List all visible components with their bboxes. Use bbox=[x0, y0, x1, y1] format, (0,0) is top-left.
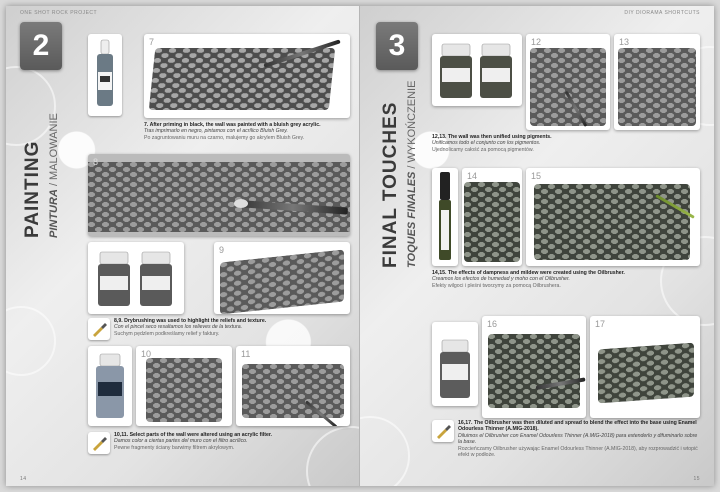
caption-14-15: 14,15. The effects of dampness and mildew were created using the Oilbrusher. Creamos los efectos de humedad y moho con el Oilbrusher. Efekty wilgoci i pleśni tworzymy za pomocą Oilbrushera. bbox=[432, 270, 625, 289]
section-title-sub2: MALOWANIE bbox=[48, 113, 60, 180]
swirl-decoration bbox=[6, 306, 56, 376]
section-title: PAINTING PINTURA / MALOWANIE bbox=[22, 58, 62, 238]
photo-9 bbox=[214, 242, 350, 314]
photo-number: 9 bbox=[219, 245, 225, 255]
photo-number: 7 bbox=[149, 37, 155, 47]
section-title-sub2: WYKOŃCZENIE bbox=[406, 80, 418, 163]
section-title-sub: TOQUES FINALES bbox=[406, 171, 418, 268]
section-title-sub: PINTURA bbox=[48, 189, 60, 238]
section-title-main: PAINTING bbox=[22, 140, 43, 238]
swirl-decoration bbox=[360, 416, 410, 486]
photo-number: 16 bbox=[487, 319, 498, 329]
left-page bbox=[6, 6, 360, 486]
photo-17 bbox=[590, 316, 700, 418]
page-number: 14 bbox=[20, 476, 27, 482]
caption-7: 7. After priming in black, the wall was painted with a bluish grey acrylic. Tras imprimarlo en negro, pintamos con el acrílico Bluish Grey. Po zagruntowaniu muru na czarno, malujemy go akrylem Bluish Grey. bbox=[144, 122, 321, 141]
product-photo bbox=[88, 346, 132, 426]
thinner-jar-icon bbox=[432, 322, 478, 406]
product-photo bbox=[432, 168, 458, 266]
photo-number: 10 bbox=[141, 349, 152, 359]
photo-number: 17 bbox=[595, 319, 606, 329]
dropper-bottle-icon bbox=[92, 38, 118, 112]
brush-icon bbox=[91, 435, 107, 451]
section-number: 2 bbox=[20, 22, 62, 70]
brush-icon-tile bbox=[88, 318, 110, 340]
photo-7 bbox=[144, 34, 350, 118]
photo-14 bbox=[462, 168, 522, 266]
photo-number: 15 bbox=[531, 171, 542, 181]
caption-10-11: 10,11. Select parts of the wall were altered using an acrylic filter. Damos color a ciertas partes del muro con el filtro acrílico. Pewne fragmenty ściany barwimy filtrem akrylowym. bbox=[114, 432, 272, 451]
brush-icon bbox=[91, 321, 107, 337]
pigment-jars-icon bbox=[88, 242, 184, 314]
product-photo bbox=[432, 34, 522, 106]
photo-13 bbox=[614, 34, 700, 130]
page-number: 15 bbox=[693, 476, 700, 482]
photo-8 bbox=[88, 154, 350, 236]
section-number: 3 bbox=[376, 22, 418, 70]
filter-bottle-icon bbox=[88, 346, 132, 426]
page-header: DIY DIORAMA SHORTCUTS bbox=[624, 10, 700, 16]
section-title: FINAL TOUCHES TOQUES FINALES / WYKOŃCZENIE bbox=[380, 80, 418, 268]
caption-12-13: 12,13. The wall was then unified using pigments. Unificamos todo el conjunto con los pigmentos. Ujednolicamy całość za pomocą pigmentów. bbox=[432, 134, 552, 153]
brush-icon-tile bbox=[88, 432, 110, 454]
oilbrusher-bottle-icon bbox=[432, 168, 458, 266]
photo-number: 11 bbox=[241, 349, 251, 359]
caption-8-9: 8,9. Drybrushing was used to highlight the reliefs and texture. Con el pincel seco resaltamos los relieves de la textura. Suchym pędzlem podkreślamy relief y faktury. bbox=[114, 318, 267, 337]
photo-11 bbox=[236, 346, 350, 426]
right-page bbox=[360, 6, 714, 486]
page-header: ONE SHOT ROCK PROJECT bbox=[20, 10, 98, 16]
photo-number: 14 bbox=[467, 171, 478, 181]
photo-number: 12 bbox=[531, 37, 542, 47]
caption-16-17: 16,17. The Oilbrusher was then diluted and spread to blend the effect into the base using Enamel Odourless Thinner (A.MIG-2018). Diluimos el Oilbrusher con Enamel Odourless Thinner (A.MIG-2018) para extenderlo y difuminarlo sobre la base. Rozcieńczamy Oilbrusher używając Enamel Odourless Thinner (A.MIG-2018), aby rozprowadzić i wtopić efekt w podłoże. bbox=[458, 420, 698, 459]
product-photo bbox=[432, 322, 478, 406]
magazine-spread bbox=[6, 6, 714, 486]
pigment-jars-icon bbox=[432, 34, 522, 106]
photo-number: 8 bbox=[93, 157, 99, 167]
brush-icon bbox=[435, 423, 451, 439]
photo-number: 13 bbox=[619, 37, 630, 47]
photo-10 bbox=[136, 346, 232, 426]
brush-icon-tile bbox=[432, 420, 454, 442]
product-photo bbox=[88, 242, 184, 314]
section-title-main: FINAL TOUCHES bbox=[380, 101, 401, 268]
photo-12 bbox=[526, 34, 610, 130]
photo-15 bbox=[526, 168, 700, 266]
product-tile bbox=[88, 34, 122, 116]
photo-16 bbox=[482, 316, 586, 418]
